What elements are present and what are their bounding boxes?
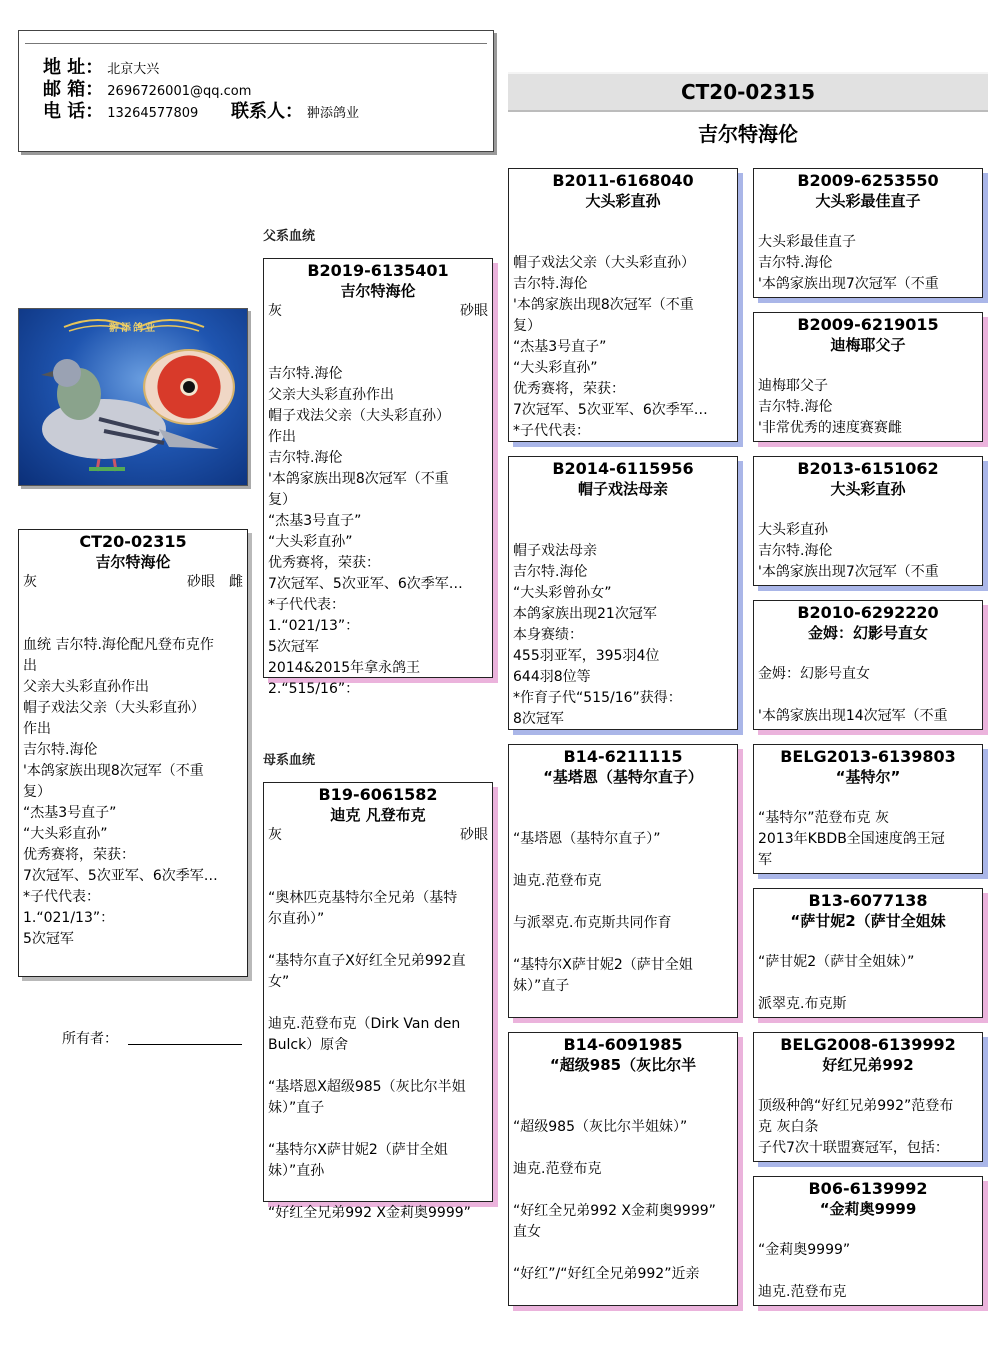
pedigree-line xyxy=(264,846,492,867)
pedigree-line xyxy=(509,1180,737,1201)
pedigree-line xyxy=(264,1119,492,1140)
great-grandparent-card xyxy=(753,600,983,730)
address-label: 地 址： xyxy=(43,57,104,78)
pedigree-line: 迪克.范登布克 xyxy=(513,1161,602,1177)
pedigree-line xyxy=(264,1182,492,1203)
great-grandparent-card xyxy=(753,888,983,1018)
pedigree-line xyxy=(509,934,737,955)
pedigree-line: Bulck）原舍 xyxy=(268,1037,349,1053)
pedigree-line: 复） xyxy=(513,318,541,334)
pedigree-line: “基塔恩X超级985（灰比尔半姐 xyxy=(268,1079,466,1095)
pedigree-line: 吉尔特.海伦 xyxy=(758,399,833,415)
pedigree-line: 吉尔特.海伦 xyxy=(758,255,833,271)
pigeon-name: 吉尔特海伦 xyxy=(95,553,171,571)
pedigree-line: 尔直孙）” xyxy=(268,911,325,927)
pedigree-line xyxy=(264,993,492,1014)
pedigree-line xyxy=(509,1243,737,1264)
grandparent-card xyxy=(508,744,738,1018)
pigeon-name: 帽子戏法母亲 xyxy=(577,480,668,498)
pedigree-line: 7次冠军、5次亚军、6次季军… xyxy=(23,868,218,884)
pedigree-line: 妹）”直子 xyxy=(268,1100,325,1116)
pedigree-notes xyxy=(19,593,247,950)
pedigree-line: “好红全兄弟992 X金莉奥9999” xyxy=(513,1203,716,1219)
pedigree-line: 克 灰白条 xyxy=(758,1119,819,1135)
pedigree-line xyxy=(264,343,492,364)
pedigree-line: 本鸽家族出现21次冠军 xyxy=(513,606,657,622)
pedigree-line xyxy=(754,211,982,232)
pedigree-notes xyxy=(264,322,492,700)
color-eye-row xyxy=(19,572,247,593)
pedigree-line: 455羽亚军，395羽4位 xyxy=(513,648,660,664)
pedigree-line xyxy=(509,211,737,232)
pedigree-line xyxy=(754,787,982,808)
pigeon-name: 大头彩直孙 xyxy=(585,192,661,210)
pedigree-line: 2014&2015年拿永鸽王 xyxy=(268,660,421,676)
pigeon-name: 好红兄弟992 xyxy=(822,1056,914,1074)
pedigree-line: “基塔恩（基特尔直子）” xyxy=(513,831,661,847)
pedigree-line: “大头彩直孙” xyxy=(23,826,108,842)
pedigree-line xyxy=(19,593,247,614)
pedigree-line xyxy=(509,787,737,808)
great-grandparent-card xyxy=(753,312,983,442)
pedigree-line: 1.“021/13”： xyxy=(23,910,115,926)
pedigree-line xyxy=(754,499,982,520)
contact-row xyxy=(231,97,359,123)
pigeon-name: 迪克 凡登布克 xyxy=(330,806,426,824)
pedigree-line: 子代7次十联盟赛冠军，包括： xyxy=(758,1140,949,1156)
pedigree-notes xyxy=(754,211,982,295)
pedigree-notes xyxy=(754,499,982,583)
pedigree-line: 帽子戏法母亲 xyxy=(513,543,597,559)
pigeon-name: 大头彩直孙 xyxy=(830,480,906,498)
pedigree-line xyxy=(509,1138,737,1159)
pedigree-line: '本鸽家族出现8次冠军（不重 xyxy=(268,471,449,487)
pedigree-line: 顶级种鸽“好红兄弟992”范登布 xyxy=(758,1098,954,1114)
pedigree-line: 优秀赛将，荣获： xyxy=(268,555,380,571)
ring-number: B2014-6115956 xyxy=(552,459,694,478)
pedigree-notes xyxy=(754,787,982,871)
pedigree-line: 吉尔特.海伦 xyxy=(513,276,588,292)
pedigree-line: 1.“021/13”： xyxy=(268,618,360,634)
pedigree-line: 妹）”直孙 xyxy=(268,1163,325,1179)
pedigree-notes xyxy=(509,211,737,442)
owner-row xyxy=(62,1028,118,1048)
pedigree-line: *作育子代“515/16”获得： xyxy=(513,690,682,706)
great-grandparent-card xyxy=(753,168,983,298)
pedigree-line: '本鸽家族出现8次冠军（不重 xyxy=(513,297,694,313)
pedigree-line: 5次冠军 xyxy=(23,931,74,947)
pedigree-notes xyxy=(754,355,982,439)
pedigree-line xyxy=(754,973,982,994)
pedigree-line: 作出 xyxy=(23,721,51,737)
ring-number: B13-6077138 xyxy=(808,891,928,910)
ring-number: CT20-02315 xyxy=(79,532,187,551)
pedigree-line: 8次冠军 xyxy=(513,711,564,727)
pedigree-line: “杰基3号直子” xyxy=(513,339,607,355)
pedigree-line: 644羽8位等 xyxy=(513,669,591,685)
pedigree-line: 复） xyxy=(23,784,51,800)
sex: 雌 xyxy=(229,574,243,590)
pedigree-line: “杰基3号直子” xyxy=(268,513,362,529)
color: 灰 xyxy=(268,827,282,843)
contact-panel xyxy=(18,30,494,152)
pedigree-line: 作出 xyxy=(268,429,296,445)
ring-number: B2010-6292220 xyxy=(797,603,939,622)
color: 灰 xyxy=(23,574,37,590)
ring-number: B2013-6151062 xyxy=(797,459,939,478)
pedigree-line: 迪梅耶父子 xyxy=(758,378,828,394)
pedigree-line: 帽子戏法父亲（大头彩直孙） xyxy=(23,700,205,716)
grandparent-card xyxy=(508,1032,738,1306)
pedigree-line: 吉尔特.海伦 xyxy=(23,742,98,758)
pigeon-name: “超级985（灰比尔半 xyxy=(549,1056,697,1074)
pedigree-line xyxy=(509,892,737,913)
sire-card xyxy=(263,258,493,697)
pedigree-line: *子代代表： xyxy=(268,597,345,613)
sire-line-label: 父系血统 xyxy=(263,229,316,244)
pigeon-name: 金姆：幻影号直女 xyxy=(807,624,928,642)
subject-card xyxy=(18,529,248,977)
pedigree-line: *子代代表： xyxy=(23,889,100,905)
pedigree-line: 优秀赛将，荣获： xyxy=(513,381,625,397)
pedigree-notes xyxy=(754,643,982,727)
pedigree-line xyxy=(754,355,982,376)
pigeon-name: 大头彩最佳直子 xyxy=(815,192,921,210)
pedigree-line xyxy=(509,520,737,541)
contact-value: 翀添鸽业 xyxy=(307,106,360,121)
ring-number: B2011-6168040 xyxy=(552,171,694,190)
pedigree-line xyxy=(754,931,982,952)
pedigree-line xyxy=(754,1261,982,1282)
pedigree-line: 派翠克.布克斯 xyxy=(758,996,847,1012)
ring-number: B2009-6219015 xyxy=(797,315,939,334)
color-eye-row xyxy=(264,301,492,322)
pedigree-line: 迪克.范登布克 xyxy=(513,873,602,889)
pedigree-line xyxy=(264,322,492,343)
pedigree-line xyxy=(754,1075,982,1096)
ring-number: B14-6091985 xyxy=(563,1035,683,1054)
pedigree-line xyxy=(509,1096,737,1117)
pedigree-line: 军 xyxy=(758,852,772,868)
owner-label: 所有者： xyxy=(62,1031,118,1047)
pedigree-line: 本身赛绩： xyxy=(513,627,583,643)
pedigree-line xyxy=(264,1056,492,1077)
pigeon-name: “基特尔” xyxy=(835,768,901,786)
grandparent-card xyxy=(508,168,738,442)
pedigree-line: '本鸽家族出现8次冠军（不重 xyxy=(23,763,204,779)
pedigree-notes xyxy=(754,1219,982,1303)
pedigree-line: “基特尔X萨甘妮2（萨甘全姐 xyxy=(268,1142,448,1158)
phone-row xyxy=(43,97,198,123)
color-eye-row xyxy=(264,825,492,846)
pedigree-line: 吉尔特.海伦 xyxy=(758,543,833,559)
pedigree-line xyxy=(754,643,982,664)
color: 灰 xyxy=(268,303,282,319)
pedigree-notes xyxy=(509,787,737,997)
pedigree-line: “大头彩直孙” xyxy=(268,534,353,550)
pedigree-line xyxy=(509,232,737,253)
ring-number: B2019-6135401 xyxy=(307,261,449,280)
pedigree-line: “好红”/“好红全兄弟992”近亲 xyxy=(513,1266,700,1282)
pedigree-line: 大头彩直孙 xyxy=(758,522,828,538)
pigeon-name: 吉尔特海伦 xyxy=(340,282,416,300)
pedigree-line: 金姆：幻影号直女 xyxy=(758,666,870,682)
pedigree-line: 父亲大头彩直孙作出 xyxy=(268,387,394,403)
ring-number: B06-6139992 xyxy=(808,1179,928,1198)
pedigree-line: 7次冠军、5次亚军、6次季军… xyxy=(268,576,463,592)
pedigree-line: 父亲大头彩直孙作出 xyxy=(23,679,149,695)
pedigree-line: '本鸽家族出现7次冠军（不重 xyxy=(758,276,939,292)
photo-logo-text: 翀添鸽业 xyxy=(109,323,157,334)
pigeon-name: “萨甘妮2（萨甘全姐妹 xyxy=(790,912,946,930)
pedigree-line: 复） xyxy=(268,492,296,508)
pedigree-line: “奥林匹克基特尔全兄弟（基特 xyxy=(268,890,458,906)
main-pigeon-name: 吉尔特海伦 xyxy=(698,122,798,146)
pedigree-notes xyxy=(754,1075,982,1159)
great-grandparent-card xyxy=(753,744,983,874)
pedigree-line: 吉尔特.海伦 xyxy=(268,366,343,382)
pedigree-line: 5次冠军 xyxy=(268,639,319,655)
main-ring-number: CT20-02315 xyxy=(508,72,988,112)
pedigree-line: 2013年KBDB全国速度鸽王冠 xyxy=(758,831,945,847)
pigeon-name: “基塔恩（基特尔直子） xyxy=(543,768,703,786)
eye: 砂眼 xyxy=(460,827,488,843)
great-grandparent-card xyxy=(753,1176,983,1306)
pigeon-name: 迪梅耶父子 xyxy=(830,336,906,354)
pedigree-line xyxy=(509,1075,737,1096)
pedigree-line: 妹）”直子 xyxy=(513,978,570,994)
pedigree-line xyxy=(509,499,737,520)
pigeon-name: “金莉奥9999 xyxy=(819,1200,917,1218)
pedigree-notes xyxy=(509,499,737,730)
header-divider xyxy=(25,43,487,44)
pedigree-line: “基特尔”范登布克 灰 xyxy=(758,810,889,826)
pedigree-line: “萨甘妮2（萨甘全姐妹）” xyxy=(758,954,915,970)
ring-number: BELG2013-6139803 xyxy=(780,747,956,766)
pedigree-notes xyxy=(754,931,982,1015)
pedigree-line: '本鸽家族出现14次冠军（不重 xyxy=(758,708,948,724)
pedigree-line xyxy=(754,685,982,706)
ring-number: B14-6211115 xyxy=(563,747,683,766)
pedigree-line: *子代代表： xyxy=(513,423,590,439)
email-label: 邮 箱： xyxy=(43,79,104,100)
eye: 砂眼 xyxy=(460,303,488,319)
pedigree-line: '非常优秀的速度赛赛雌 xyxy=(758,420,902,436)
pedigree-line xyxy=(264,930,492,951)
pedigree-line xyxy=(754,1219,982,1240)
pedigree-line: 血统 吉尔特.海伦配凡登布克作 xyxy=(23,637,214,653)
great-grandparent-card xyxy=(753,456,983,586)
ring-number: B19-6061582 xyxy=(318,785,438,804)
pedigree-line: “基特尔直子X好红全兄弟992直 xyxy=(268,953,466,969)
pedigree-line: 出 xyxy=(23,658,37,674)
pedigree-line: 吉尔特.海伦 xyxy=(513,564,588,580)
dam-card xyxy=(263,782,493,1221)
dam-line-label: 母系血统 xyxy=(263,753,316,768)
contact-label: 联系人： xyxy=(231,101,303,122)
owner-signature-line[interactable] xyxy=(128,1044,242,1045)
address-value: 北京大兴 xyxy=(107,62,160,77)
pedigree-line: 帽子戏法父亲（大头彩直孙） xyxy=(268,408,450,424)
ring-number: B2009-6253550 xyxy=(797,171,939,190)
pedigree-line: “杰基3号直子” xyxy=(23,805,117,821)
pedigree-line xyxy=(509,808,737,829)
pedigree-line: 直女 xyxy=(513,1224,541,1240)
pedigree-line: “好红全兄弟992 X金莉奥9999” xyxy=(268,1205,471,1221)
pigeon-photo xyxy=(18,308,248,486)
great-grandparent-card xyxy=(753,1032,983,1162)
pedigree-line: '本鸽家族出现7次冠军（不重 xyxy=(758,564,939,580)
pedigree-line: 与派翠克.布克斯共同作育 xyxy=(513,915,672,931)
ring-number: BELG2008-6139992 xyxy=(780,1035,956,1054)
pedigree-line: 帽子戏法父亲（大头彩直孙） xyxy=(513,255,695,271)
pigeon-eye-photo xyxy=(143,349,235,425)
pedigree-line xyxy=(264,867,492,888)
pedigree-line: 迪克.范登布克（Dirk Van den xyxy=(268,1016,461,1032)
pedigree-line xyxy=(19,614,247,635)
pedigree-line: 迪克.范登布克 xyxy=(758,1284,847,1300)
pedigree-line: 大头彩最佳直子 xyxy=(758,234,856,250)
eye-sex xyxy=(187,572,243,593)
pedigree-line: 2.“515/16”： xyxy=(268,681,360,697)
pedigree-line: “大头彩曾孙女” xyxy=(513,585,612,601)
pedigree-line: 7次冠军、5次亚军、6次季军… xyxy=(513,402,708,418)
phone-value: 13264577809 xyxy=(107,106,199,121)
pedigree-line: “超级985（灰比尔半姐妹）” xyxy=(513,1119,688,1135)
grandparent-card xyxy=(508,456,738,730)
pedigree-line: “基特尔X萨甘妮2（萨甘全姐 xyxy=(513,957,693,973)
pedigree-line: “金莉奥9999” xyxy=(758,1242,851,1258)
pedigree-line: 吉尔特.海伦 xyxy=(268,450,343,466)
pedigree-line xyxy=(509,850,737,871)
pedigree-line: 女” xyxy=(268,974,290,990)
email-value: 2696726001@qq.com xyxy=(107,84,252,99)
pedigree-line: 优秀赛将，荣获： xyxy=(23,847,135,863)
phone-label: 电 话： xyxy=(43,101,104,122)
pedigree-notes xyxy=(509,1075,737,1285)
eye: 砂眼 xyxy=(187,574,215,590)
pedigree-notes xyxy=(264,846,492,1224)
pedigree-line: “大头彩直孙” xyxy=(513,360,598,376)
